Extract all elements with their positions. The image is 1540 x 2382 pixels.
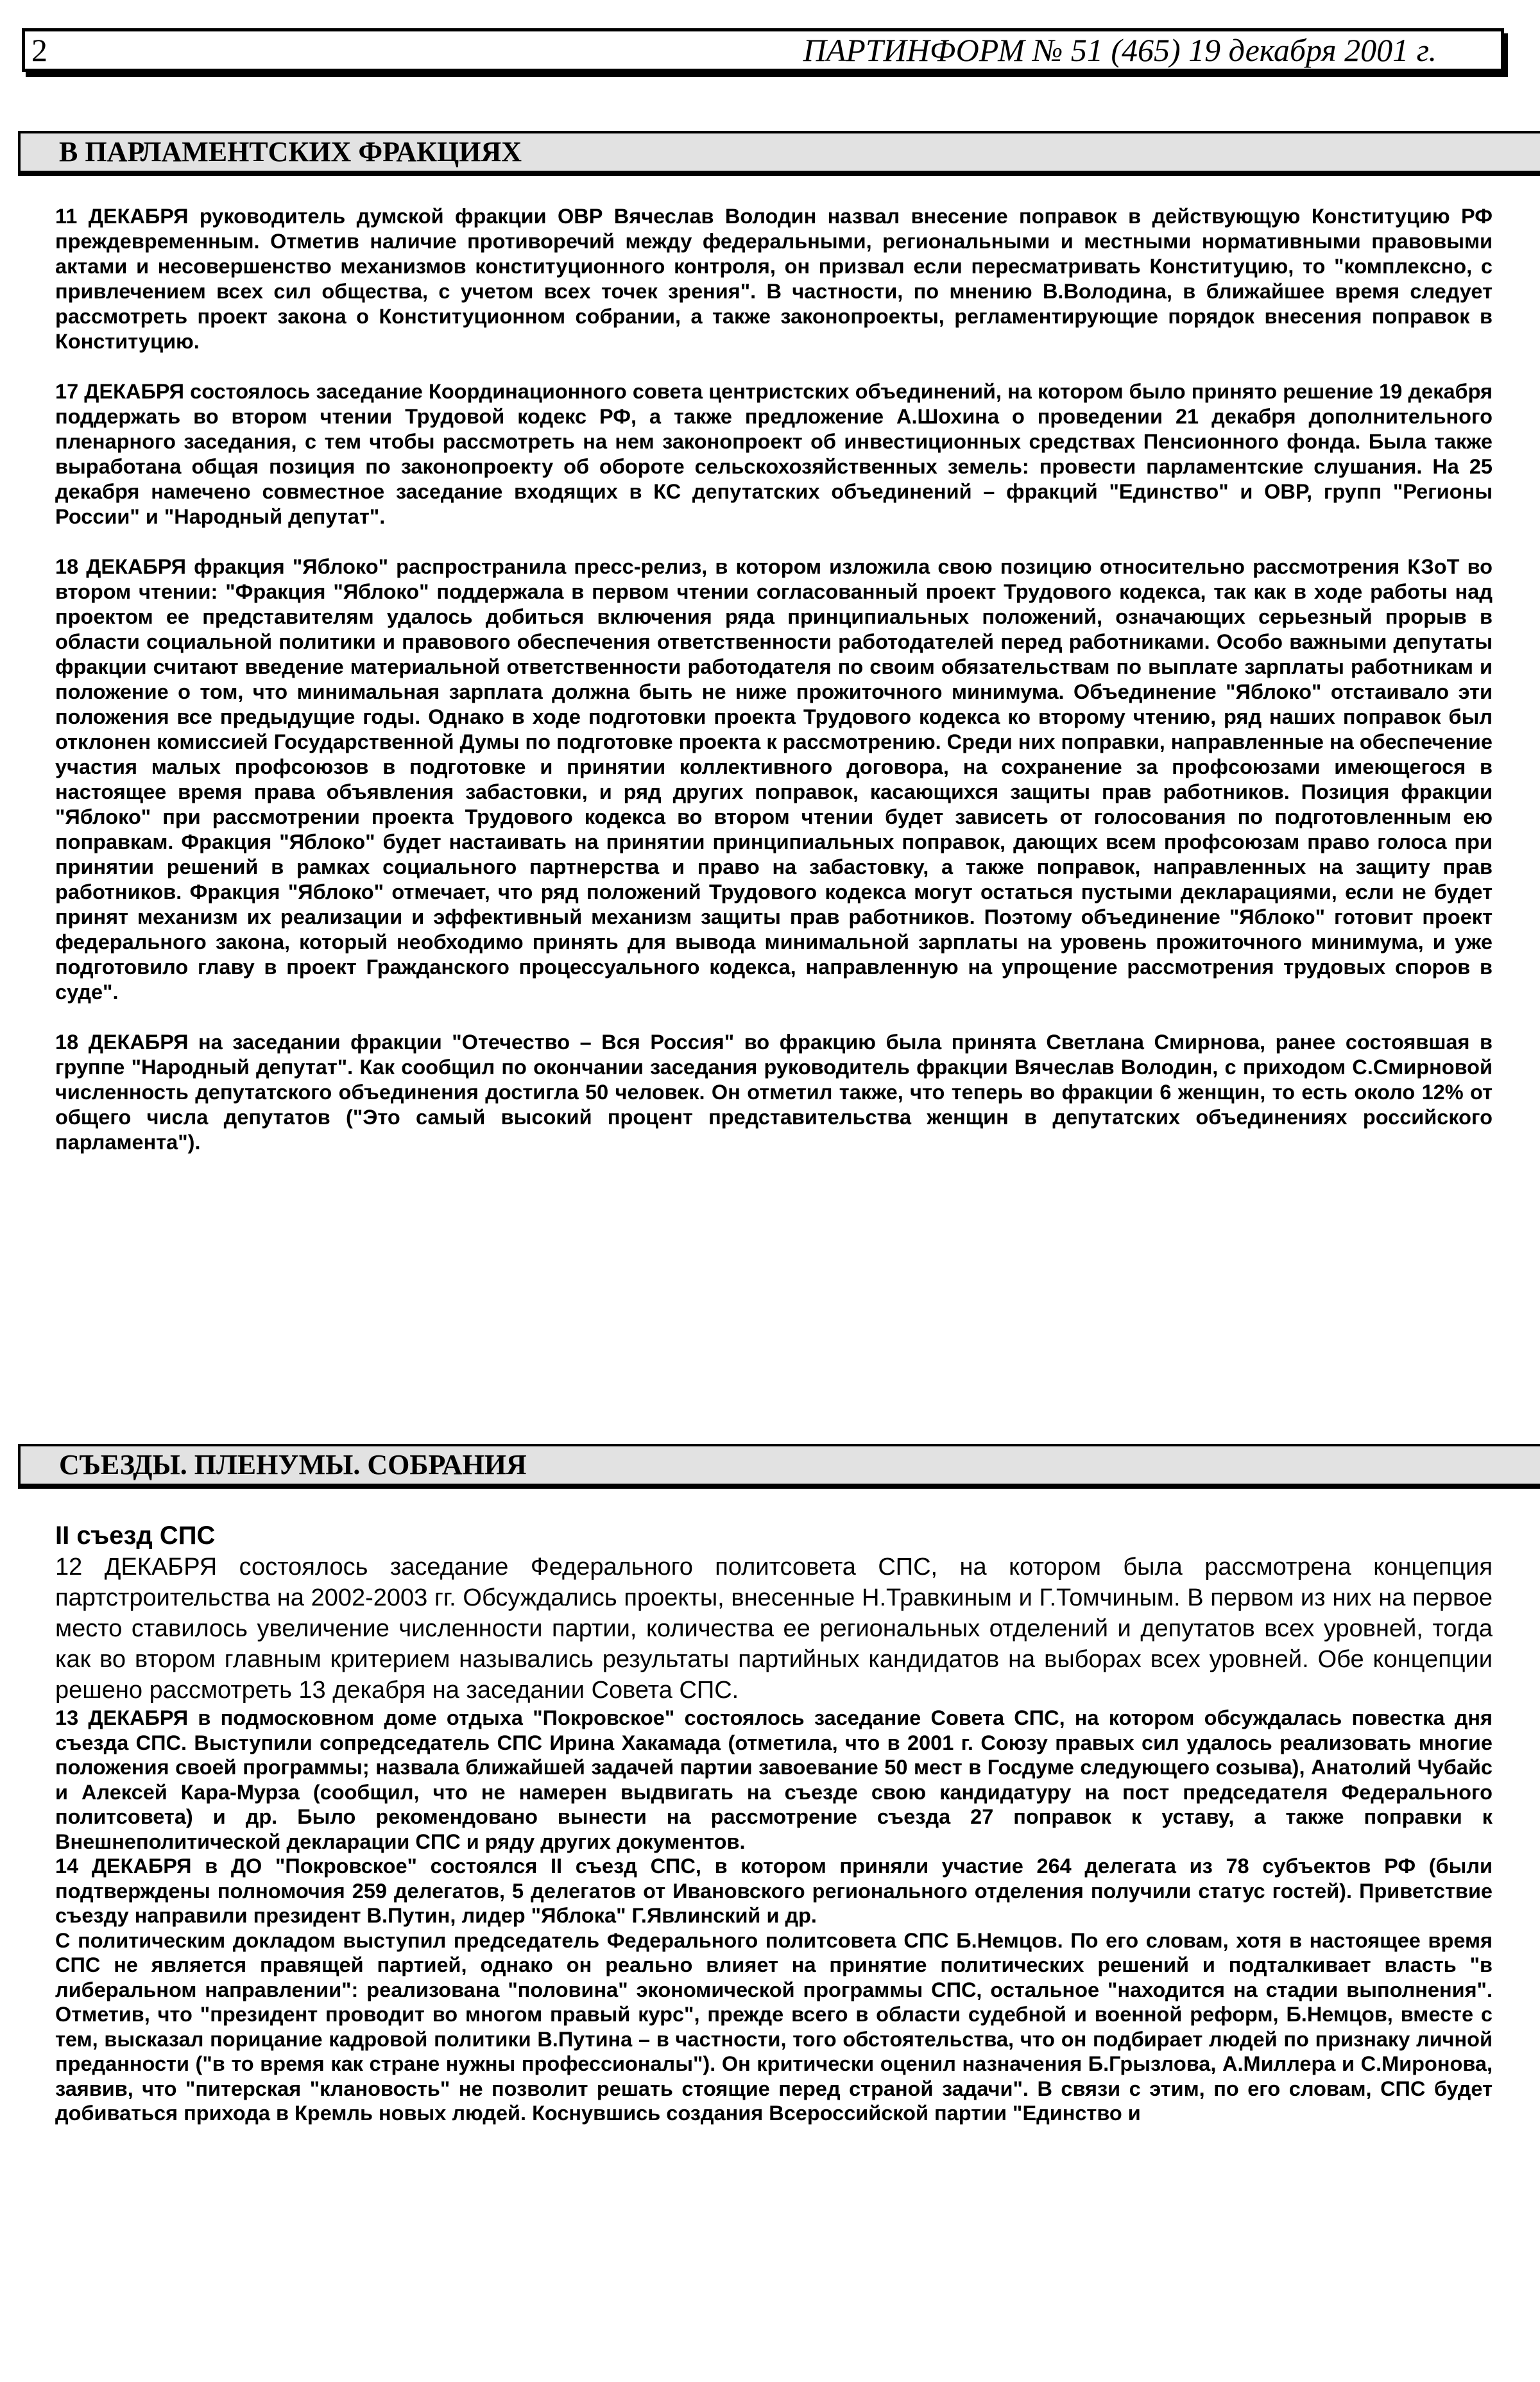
publication-title: ПАРТИНФОРМ № 51 (465) 19 декабря 2001 г. — [803, 32, 1437, 68]
paragraph: С политическим докладом выступил председатель Федерального политсовета СПС Б.Немцов. По его словам, хотя в настоящее время СПС не является правящей партией, однако он реально влияет на принятие политических решений и подталкивает власть "в либеральном направлении": реализована "половина" экономической программы СПС, остальное "находится на стадии выполнения". Отметив, что "президент проводит во многом правый курс", прежде всего в области судебной и военной реформ, Б.Немцов, вместе с тем, высказал порицание кадровой политики В.Путина – в частности, того обстоятельства, что он подбирает людей по признаку личной преданности ("в то время как стране нужны профессионалы"). Он критически оценил назначения Б.Грызлова, А.Миллера и С.Миронова, заявив, что "питерская "клановость" не позволит решать стоящие перед страной задачи". В связи с этим, по его словам, СПС будет добиваться прихода в Кремль новых людей. Коснувшись создания Всероссийской партии "Единство и — [55, 1928, 1493, 2125]
paragraph: 17 ДЕКАБРЯ состоялось заседание Координационного совета центристских объединений, на котором было принято решение 19 декабря поддержать во втором чтении Трудовой кодекс РФ, а также предложение А.Шохина о проведении 21 декабря дополнительного пленарного заседания, с тем чтобы рассмотреть на нем законопроект об инвестиционных средствах Пенсионного фонда. Была также выработана общая позиция по законопроекту об обороте сельскохозяйственных земель: провести парламентские слушания. На 25 декабря намечено совместное заседание входящих в КС депутатских объединений – фракций "Единство" и ОВР, групп "Регионы России" и "Народный депутат". — [55, 380, 1493, 528]
article-subtitle: II съезд СПС — [55, 1521, 216, 1550]
page-header — [22, 28, 1504, 72]
section-heading-congresses: СЪЕЗДЫ. ПЛЕНУМЫ. СОБРАНИЯ — [18, 1444, 1540, 1489]
paragraph: 18 ДЕКАБРЯ на заседании фракции "Отечество – Вся Россия" во фракцию была принята Светлана Смирнова, ранее состоявшая в группе "Народный депутат". Как сообщил по окончании заседания руководитель фракции Вячеслав Володин, с приходом С.Смирновой численность депутатского объединения достигла 50 человек. Он отметил также, что теперь во фракции 6 женщин, то есть около 12% от общего числа депутатов ("Это самый высокий процент представительства женщин в депутатских объединениях российского парламента"). — [55, 1031, 1493, 1154]
paragraph: 13 ДЕКАБРЯ в подмосковном доме отдыха "Покровское" состоялось заседание Совета СПС, на котором обсуждалась повестка дня съезда СПС. Выступили сопредседатель СПС Ирина Хакамада (отметила, что в 2001 г. Союзу правых сил удалось реализовать многие положения своей программы; назвала ближайшей задачей партии завоевание 50 мест в Госдуме следующего созыва), Анатолий Чубайс и Алексей Кара-Мурза (сообщил, что не намерен выдвигать на съезде свою кандидатуру на пост председателя Федерального политсовета) и др. Было рекомендовано вынести на рассмотрение съезда 27 поправок к уставу, а также поправки к Внешнеполитической декларации СПС и ряду других документов. — [55, 1706, 1493, 1853]
paragraph: 18 ДЕКАБРЯ фракция "Яблоко" распространила пресс-релиз, в котором изложила свою позицию относительно рассмотрения КЗоТ во втором чтении: "Фракция "Яблоко" поддержала в первом чтении согласованный проект Трудового кодекса, так как в ходе работы над проектом ее представителям удалось добиться включения ряда принципиальных положений, означающих серьезный прорыв в области социальной политики и правового обеспечения ответственности работодателей перед работниками. Особо важными депутаты фракции считают введение материальной ответственности работодателя по своим обязательствам по выплате зарплаты работникам и положение о том, что минимальная зарплата должна быть не ниже прожиточного минимума. Объединение "Яблоко" отстаивало эти положения все предыдущие годы. Однако в ходе подготовки проекта Трудового кодекса ко второму чтению, ряд наших поправок был отклонен комиссией Государственной Думы по подготовке проекта к рассмотрению. Среди них поправки, направленные на обеспечение участия малых профсоюзов в подготовке и принятии коллективного договора, на сохранение за профсоюзами имеющегося в настоящее время права объявления забастовки, и ряд других поправок, касающихся защиты прав работников. Позиция фракции "Яблоко" при рассмотрении проекта Трудового кодекса во втором чтении будет зависеть от голосования по подготовленным ею поправкам. Фракция "Яблоко" будет настаивать на принятии принципиальных поправок, дающих всем профсоюзам право голоса при принятии решений в рамках социального партнерства и право на забастовку, а также поправок, направленных на защиту прав работников. Фракция "Яблоко" отмечает, что ряд положений Трудового кодекса могут остаться пустыми декларациями, если не будет принят механизм их реализации и эффективный механизм защиты прав работников. Поэтому объединение "Яблоко" готовит проект федерального закона, который необходимо принять для вывода минимальной зарплаты на уровень прожиточного минимума, и уже подготовило главу в проект Гражданского процессуального кодекса, направленную на упрощение рассмотрения трудовых споров в суде". — [55, 555, 1493, 1004]
paragraph: 14 ДЕКАБРЯ в ДО "Покровское" состоялся II съезд СПС, в котором приняли участие 264 делегата из 78 субъектов РФ (были подтверждены полномочия 259 делегатов, 5 делегатов от Ивановского регионального отделения получили статус гостей). Приветствие съезду направили президент В.Путин, лидер "Яблока" Г.Явлинский и др. — [55, 1855, 1493, 1927]
section-heading-parliament: В ПАРЛАМЕНТСКИХ ФРАКЦИЯХ — [18, 131, 1540, 176]
section-congresses-body — [55, 1520, 1493, 2126]
paragraph: 12 ДЕКАБРЯ состоялось заседание Федерального политсовета СПС, на котором была рассмотрена концепция партстроительства на 2002-2003 гг. Обсуждались проекты, внесенные Н.Травкиным и Г.Томчиным. В первом из них на первое место ставилось увеличение численности партии, количества ее региональных отделений и депутатов всех уровней, тогда как во втором главным критерием назывались результаты партийных кандидатов на выборах всех уровней. Обе концепции решено рассмотреть 13 декабря на заседании Совета СПС. — [55, 1554, 1493, 1704]
paragraph: 11 ДЕКАБРЯ руководитель думской фракции ОВР Вячеслав Володин назвал внесение поправок в действующую Конституцию РФ преждевременным. Отметив наличие противоречий между федеральными, региональными и местными нормативными правовыми актами и несовершенство механизмов конституционного контроля, он призвал если пересматривать Конституцию, то "комплексно, с привлечением всех сил общества, с учетом всех точек зрения". В частности, по мнению В.Володина, в ближайшее время следует рассмотреть проект закона о Конституционном собрании, а также законопроекты, регламентирующие порядок внесения поправок в Конституцию. — [55, 205, 1493, 353]
page-number: 2 — [31, 32, 47, 68]
section-parliament-body — [55, 204, 1493, 1180]
